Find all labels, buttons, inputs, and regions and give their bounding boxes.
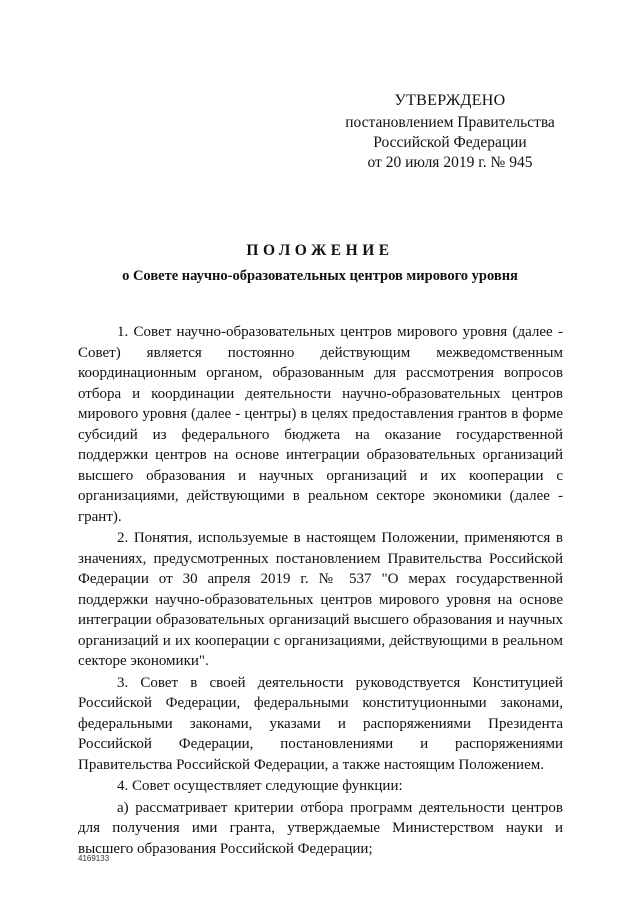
- approval-line-2: Российской Федерации: [373, 134, 527, 151]
- paragraph-3: 3. Совет в своей деятельности руководствуется Конституцией Российской Федерации, федеральными конституционными законами, федеральными законами, указами и распоряжениями Президента Российской Федерации, постановлениями и распоряжениями Правительства Российской Федерации, а также настоящим Положением.: [78, 674, 563, 773]
- document-title: ПОЛОЖЕНИЕ: [246, 242, 394, 259]
- approval-line-3: от 20 июля 2019 г. № 945: [367, 154, 533, 171]
- document-subtitle: о Совете научно-образовательных центров мирового уровня: [122, 268, 518, 284]
- approval-line-1: постановлением Правительства: [345, 114, 555, 131]
- document-body: [78, 322, 563, 860]
- paragraph-4: 4. Совет осуществляет следующие функции:: [117, 778, 403, 794]
- paragraph-1: 1. Совет научно-образовательных центров мирового уровня (далее - Совет) является постоянно действующим межведомственным координационным органом, образованным для рассмотрения вопросов отбора и координации деятельности научно-образовательных центров мирового уровня (далее - центры) в целях предоставления грантов в форме субсидий из федерального бюджета на оказание государственной поддержки центров на основе интеграции образовательных организаций высшего образования и научных организаций и их кооперации с организациями, действующими в реальном секторе экономики (далее - грант).: [78, 324, 563, 525]
- paragraph-2: 2. Понятия, используемые в настоящем Положении, применяются в значениях, предусмотренных постановлением Правительства Российской Федерации от 30 апреля 2019 г. № 537 "О мерах государственной поддержки научно-образовательных центров мирового уровня на основе интеграции образовательных организаций высшего образования и научных организаций и их кооперации с организациями, действующими в реальном секторе экономики".: [78, 530, 563, 669]
- approval-block: [330, 91, 570, 173]
- document-footer-code: 4169133: [78, 854, 110, 863]
- approval-heading: УТВЕРЖДЕНО: [394, 92, 506, 109]
- paragraph-4a: а) рассматривает критерии отбора программ деятельности центров для получения ими гранта, утверждаемые Министерством науки и высшего образования Российской Федерации;: [78, 799, 563, 857]
